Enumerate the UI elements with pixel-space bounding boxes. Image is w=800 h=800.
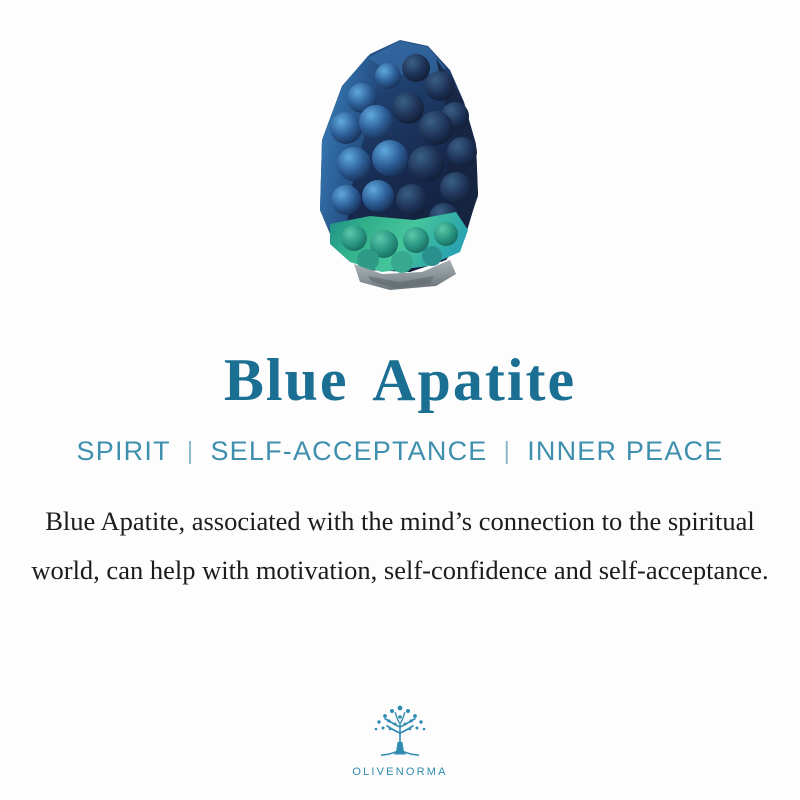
keyword-separator-1: | bbox=[186, 437, 195, 465]
keyword-separator-2: | bbox=[503, 437, 512, 465]
product-description: Blue Apatite, associated with the mind’s connection to the spiritual world, can help with motivation, self-confidence and self-acceptance. bbox=[31, 506, 769, 586]
keyword-inner-peace: INNER PEACE bbox=[527, 436, 724, 466]
keyword-self-acceptance: SELF-ACCEPTANCE bbox=[210, 436, 488, 466]
brand-logo bbox=[0, 694, 800, 778]
brand-name: OLIVENORMA bbox=[352, 766, 448, 778]
tree-of-life-icon bbox=[363, 694, 437, 764]
page-title: Blue Apatite bbox=[223, 347, 577, 413]
keyword-list bbox=[77, 436, 724, 467]
blue-apatite-stone-image bbox=[250, 24, 550, 314]
stone-image-container bbox=[0, 14, 800, 314]
keyword-spirit: SPIRIT bbox=[76, 436, 171, 466]
